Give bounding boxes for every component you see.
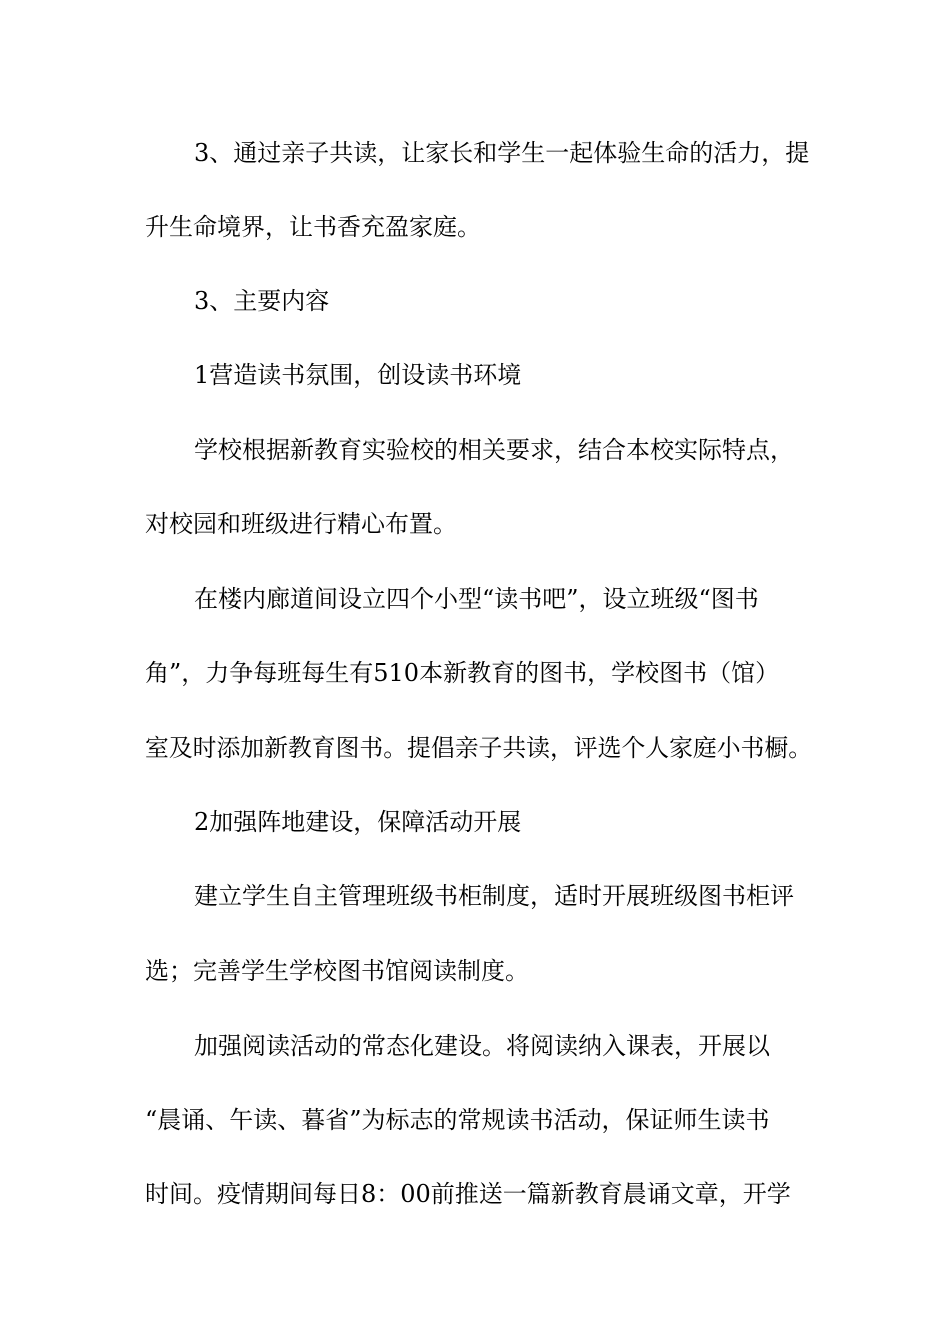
paragraph-line: 角”，力争每班每生有510本新教育的图书，学校图书（馆） xyxy=(145,659,780,687)
paragraph-line: 学校根据新教育实验校的相关要求，结合本校实际特点， xyxy=(194,436,794,464)
paragraph-line: “晨诵、午读、暮省”为标志的常规读书活动，保证师生读书 xyxy=(145,1106,770,1134)
paragraph-line: 时间。疫情期间每日8：00前推送一篇新教育晨诵文章，开学 xyxy=(145,1180,791,1208)
section-heading: 3、主要内容 xyxy=(194,287,330,315)
paragraph-line: 选；完善学生学校图书馆阅读制度。 xyxy=(145,957,529,985)
paragraph-line: 建立学生自主管理班级书柜制度，适时开展班级图书柜评 xyxy=(194,882,794,910)
subsection-heading: 1营造读书氛围，创设读书环境 xyxy=(194,361,522,389)
paragraph-line: 室及时添加新教育图书。提倡亲子共读，评选个人家庭小书橱。 xyxy=(145,734,813,762)
paragraph-line: 升生命境界，让书香充盈家庭。 xyxy=(145,213,481,241)
paragraph-line: 加强阅读活动的常态化建设。将阅读纳入课表，开展以 xyxy=(194,1032,770,1060)
paragraph-line: 3、通过亲子共读，让家长和学生一起体验生命的活力，提 xyxy=(194,139,810,167)
paragraph-line: 对校园和班级进行精心布置。 xyxy=(145,510,457,538)
subsection-heading: 2加强阵地建设，保障活动开展 xyxy=(194,808,522,836)
paragraph-line: 在楼内廊道间设立四个小型“读书吧”，设立班级“图书 xyxy=(194,585,759,613)
